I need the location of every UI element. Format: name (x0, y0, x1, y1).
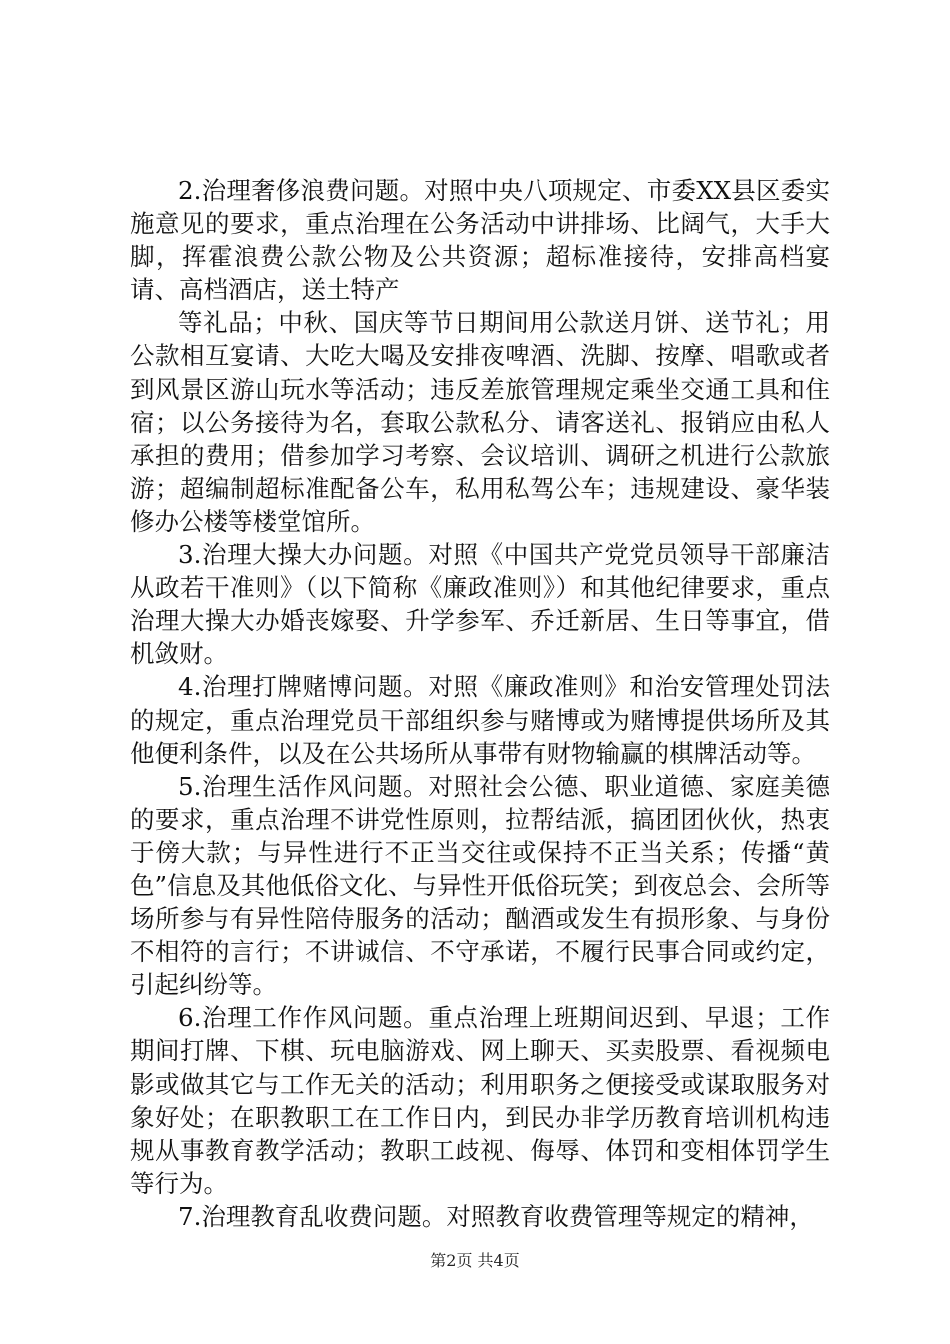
paragraph-item-2-extravagance: 2.治理奢侈浪费问题。对照中央八项规定、市委XX县区委实施意见的要求，重点治理在公务活动中讲排场、比阔气，大手大脚，挥霍浪费公款公物及公共资源；超标准接待，安排高档宴请、高档酒店，送土特产 (130, 176, 830, 305)
paragraph-item-3-lavish-events: 3.治理大操大办问题。对照《中国共产党党员领导干部廉洁从政若干准则》（以下简称《廉政准则》）和其他纪律要求，重点治理大操大办婚丧嫁娶、升学参军、乔迁新居、生日等事宜，借机敛财。 (130, 540, 830, 669)
paragraph-item-5-lifestyle: 5.治理生活作风问题。对照社会公德、职业道德、家庭美德的要求，重点治理不讲党性原则，拉帮结派，搞团团伙伙，热衷于傍大款；与异性进行不正当交往或保持不正当关系；传播“黄色”信息及其他低俗文化、与异性开低俗玩笑；到夜总会、会所等场所参与有异性陪侍服务的活动；酗酒或发生有损形象、与身份不相符的言行；不讲诚信、不守承诺，不履行民事合同或约定，引起纠纷等。 (130, 771, 830, 1000)
document-body (130, 174, 830, 1233)
paragraph-item-4-gambling: 4.治理打牌赌博问题。对照《廉政准则》和治安管理处罚法的规定，重点治理党员干部组织参与赌博或为赌博提供场所及其他便利条件，以及在公共场所从事带有财物输赢的棋牌活动等。 (130, 672, 830, 768)
paragraph-item-7-education-fees: 7.治理教育乱收费问题。对照教育收费管理等规定的精神， (178, 1201, 814, 1231)
page-footer: 第2页 共4页 (430, 1251, 520, 1270)
paragraph-item-6-work-style: 6.治理工作作风问题。重点治理上班期间迟到、早退；工作期间打牌、下棋、玩电脑游戏、网上聊天、买卖股票、看视频电影或做其它与工作无关的活动；利用职务之便接受或谋取服务对象好处；在职教职工在工作日内，到民办非学历教育培训机构违规从事教育教学活动；教职工歧视、侮辱、体罚和变相体罚学生等行为。 (130, 1003, 830, 1198)
paragraph-item-2-continued: 等礼品；中秋、国庆等节日期间用公款送月饼、送节礼；用公款相互宴请、大吃大喝及安排夜啤酒、洗脚、按摩、唱歌或者到风景区游山玩水等活动；违反差旅管理规定乘坐交通工具和住宿；以公务接待为名，套取公款私分、请客送礼、报销应由私人承担的费用；借参加学习考察、会议培训、调研之机进行公款旅游；超编制超标准配备公车，私用私驾公车；违规建设、豪华装修办公楼等楼堂馆所。 (130, 308, 830, 536)
